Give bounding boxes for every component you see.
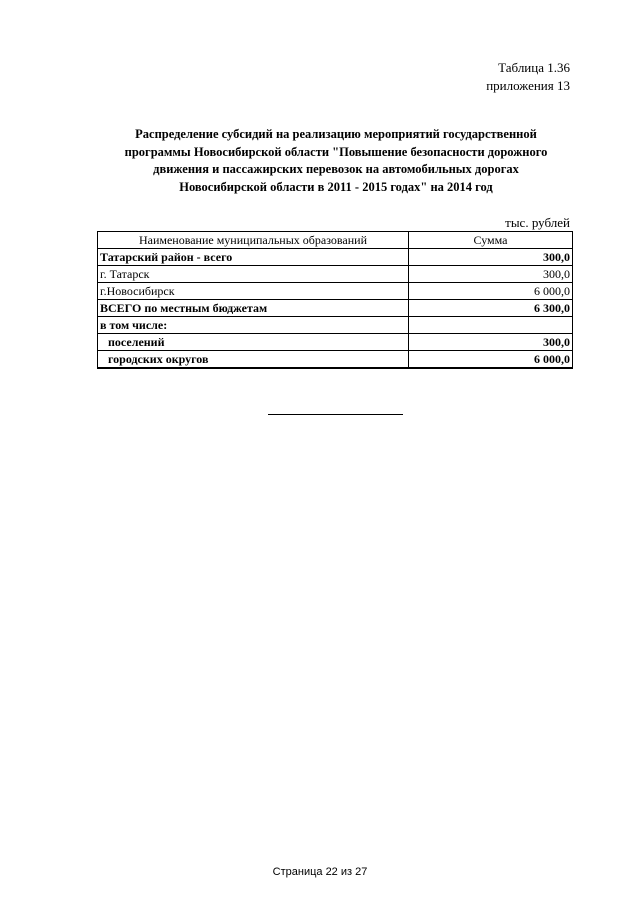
title-line: Распределение субсидий на реализацию мероприятий государственной [135, 127, 537, 141]
row-name: поселений [98, 334, 409, 351]
row-amount [408, 317, 572, 334]
table-row [98, 266, 573, 283]
title-line: Новосибирской области в 2011 - 2015 годах" на 2014 год [179, 179, 493, 194]
table-row [98, 334, 573, 351]
separator-line [268, 414, 403, 415]
title-line: движения и пассажирских перевозок на автомобильных дорогах [153, 162, 519, 176]
table-header-row [98, 232, 573, 249]
document-title [100, 126, 572, 196]
table-number: Таблица 1.36 [498, 60, 570, 75]
row-name: г.Новосибирск [98, 283, 409, 300]
table-row [98, 317, 573, 334]
row-amount: 300,0 [408, 334, 572, 351]
row-amount: 300,0 [408, 266, 572, 283]
row-amount: 6 300,0 [408, 300, 572, 317]
column-header-amount: Сумма [408, 232, 572, 249]
table-row [98, 249, 573, 266]
table-row [98, 283, 573, 300]
row-name: г. Татарск [98, 266, 409, 283]
table-reference [486, 59, 570, 95]
subsidy-table [97, 231, 573, 369]
page-number: Страница 22 из 27 [272, 866, 368, 878]
row-amount: 300,0 [408, 249, 572, 266]
units-label: тыс. рублей [505, 215, 570, 230]
title-line: программы Новосибирской области "Повышение безопасности дорожного [124, 144, 548, 159]
row-name: Татарский район - всего [98, 249, 409, 266]
row-name: городских округов [98, 351, 409, 369]
column-header-name: Наименование муниципальных образований [98, 232, 409, 249]
row-name: ВСЕГО по местным бюджетам [98, 300, 409, 317]
row-amount: 6 000,0 [408, 283, 572, 300]
row-name: в том числе: [98, 317, 409, 334]
table-row [98, 300, 573, 317]
row-amount: 6 000,0 [408, 351, 572, 369]
table-row [98, 351, 573, 369]
appendix-number: приложения 13 [486, 78, 570, 93]
